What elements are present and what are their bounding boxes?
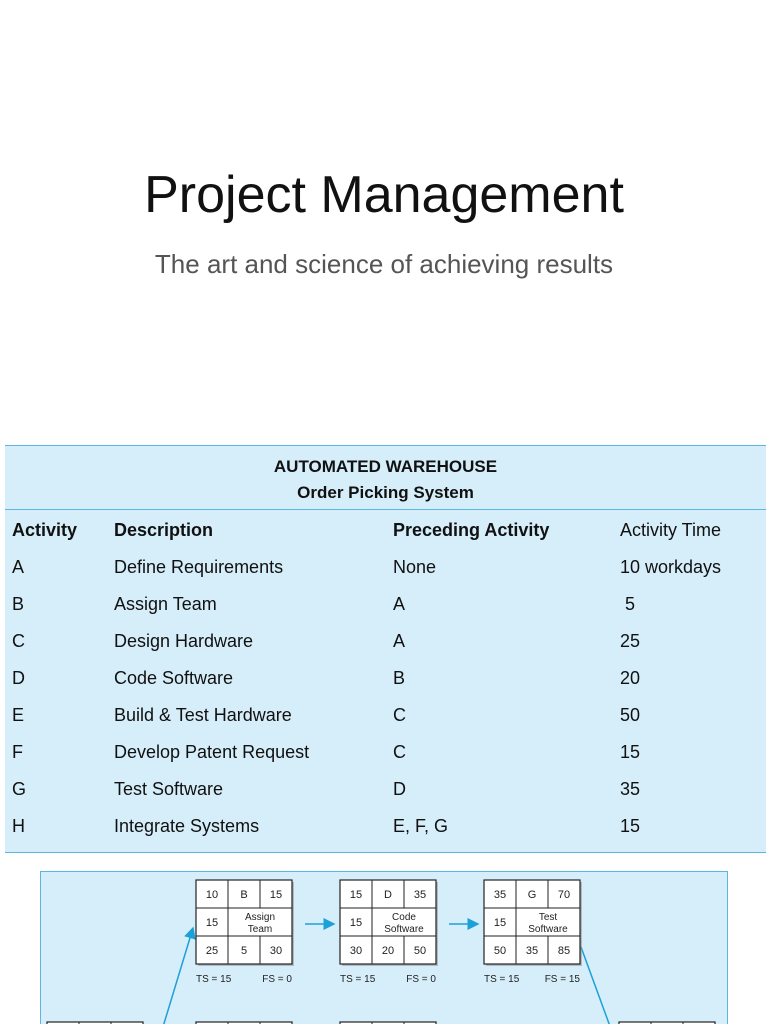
header-preceding: Preceding Activity bbox=[393, 520, 550, 540]
cell-time: 5 bbox=[620, 594, 636, 614]
node-dur: 15 bbox=[349, 917, 363, 929]
node-es: 15 bbox=[349, 889, 363, 901]
cell-time: 25 bbox=[620, 631, 641, 651]
node-lf: 85 bbox=[557, 945, 571, 957]
node-slack: 20 bbox=[381, 945, 395, 957]
header-description: Description bbox=[114, 520, 214, 540]
activity-table bbox=[5, 445, 766, 853]
cell-preceding: D bbox=[393, 779, 406, 799]
table-title-divider bbox=[5, 509, 766, 510]
cell-activity: B bbox=[12, 594, 25, 614]
node-fs: FS = 0 bbox=[262, 974, 292, 985]
cell-description: Test Software bbox=[114, 779, 224, 799]
table-row bbox=[5, 734, 766, 771]
node-g bbox=[484, 880, 582, 985]
node-dur: 15 bbox=[205, 917, 219, 929]
cell-description: Code Software bbox=[114, 668, 234, 688]
cell-time: 15 bbox=[620, 742, 641, 762]
cell-time: 10 workdays bbox=[620, 557, 722, 577]
table-row bbox=[5, 660, 766, 697]
node-ts: TS = 15 bbox=[196, 974, 232, 985]
node-name-2: Software bbox=[528, 924, 568, 935]
cell-activity: F bbox=[12, 742, 23, 762]
node-name-1: Test bbox=[538, 912, 558, 923]
node-lf: 50 bbox=[413, 945, 427, 957]
cell-time: 35 bbox=[620, 779, 641, 799]
node-fs: FS = 0 bbox=[406, 974, 436, 985]
cell-preceding: A bbox=[393, 631, 406, 651]
table-row bbox=[5, 697, 766, 734]
node-ls: 50 bbox=[493, 945, 507, 957]
arrow-into-b bbox=[159, 928, 193, 1024]
cell-time: 20 bbox=[620, 668, 641, 688]
node-fs: FS = 15 bbox=[544, 974, 580, 985]
header-activity: Activity bbox=[12, 520, 78, 540]
node-id: G bbox=[527, 889, 537, 901]
table-row bbox=[5, 586, 766, 623]
table-title bbox=[5, 454, 766, 506]
node-lf: 30 bbox=[269, 945, 283, 957]
node-dur: 15 bbox=[493, 917, 507, 929]
node-ls: 25 bbox=[205, 945, 219, 957]
cell-description: Assign Team bbox=[114, 594, 217, 614]
network-diagram-svg bbox=[41, 872, 727, 1024]
arrow-out-of-g bbox=[581, 947, 615, 1024]
node-es: 10 bbox=[205, 889, 219, 901]
cell-activity: D bbox=[12, 668, 25, 688]
slide-title: Project Management bbox=[144, 166, 624, 224]
cell-time: 15 bbox=[620, 816, 641, 836]
cell-preceding: B bbox=[393, 668, 406, 688]
slide-subtitle: The art and science of achieving results bbox=[154, 249, 614, 279]
node-d bbox=[340, 880, 438, 985]
cell-activity: C bbox=[12, 631, 25, 651]
cell-activity: E bbox=[12, 705, 25, 725]
cell-activity: A bbox=[12, 557, 25, 577]
node-id: B bbox=[240, 889, 248, 901]
cell-preceding: C bbox=[393, 742, 406, 762]
table-title-line1: AUTOMATED WAREHOUSE bbox=[273, 457, 498, 476]
node-ef: 70 bbox=[557, 889, 571, 901]
node-slack: 5 bbox=[240, 945, 248, 957]
cell-description: Define Requirements bbox=[114, 557, 284, 577]
node-ts: TS = 15 bbox=[484, 974, 520, 985]
table-row bbox=[5, 771, 766, 808]
node-ts: TS = 15 bbox=[340, 974, 376, 985]
table-row bbox=[5, 623, 766, 660]
table-row bbox=[5, 549, 766, 586]
node-ls: 30 bbox=[349, 945, 363, 957]
node-ef: 15 bbox=[269, 889, 283, 901]
cell-preceding: C bbox=[393, 705, 406, 725]
node-name-1: Assign bbox=[244, 912, 276, 923]
cell-preceding: None bbox=[393, 557, 437, 577]
node-es: 35 bbox=[493, 889, 507, 901]
cell-preceding: E, F, G bbox=[393, 816, 449, 836]
node-id: D bbox=[384, 889, 392, 901]
node-ef: 35 bbox=[413, 889, 427, 901]
node-name-1: Code bbox=[392, 912, 416, 923]
table-header-row bbox=[5, 512, 766, 549]
network-diagram bbox=[40, 871, 728, 1024]
cell-description: Design Hardware bbox=[114, 631, 254, 651]
header-time: Activity Time bbox=[620, 520, 722, 540]
cell-activity: G bbox=[12, 779, 27, 799]
node-name-2: Team bbox=[247, 924, 273, 935]
cell-time: 50 bbox=[620, 705, 641, 725]
node-name-2: Software bbox=[384, 924, 424, 935]
cell-activity: H bbox=[12, 816, 25, 836]
cell-description: Build & Test Hardware bbox=[114, 705, 292, 725]
cell-description: Integrate Systems bbox=[114, 816, 260, 836]
table-title-line2: Order Picking System bbox=[297, 483, 474, 502]
table-row bbox=[5, 808, 766, 845]
node-slack: 35 bbox=[525, 945, 539, 957]
cell-preceding: A bbox=[393, 594, 406, 614]
node-b bbox=[196, 880, 294, 985]
cell-description: Develop Patent Request bbox=[114, 742, 310, 762]
